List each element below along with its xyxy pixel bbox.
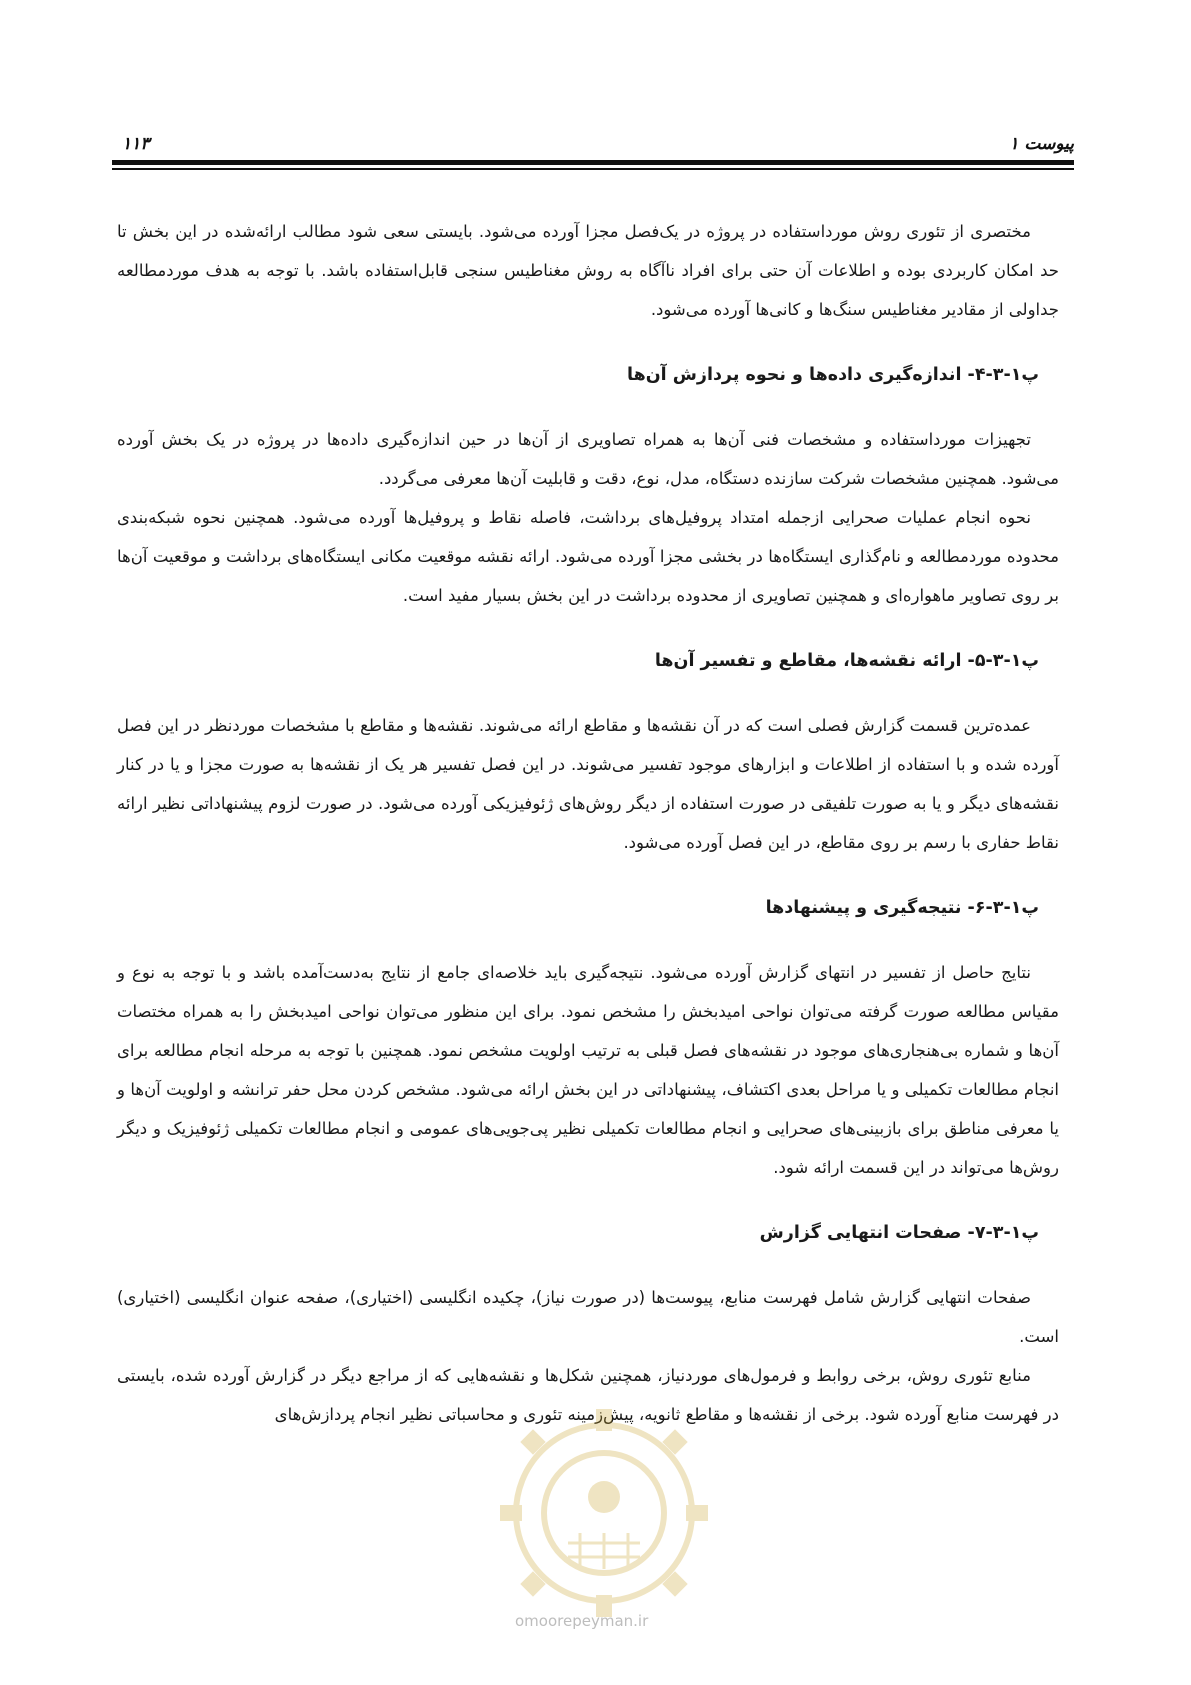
section-heading-5: پ۱-۳-۵- ارائه نقشه‌ها، مقاطع و تفسیر آن‌ها bbox=[654, 651, 1039, 671]
header-rule-thick bbox=[112, 160, 1074, 165]
body-paragraph: نتایج حاصل از تفسیر در انتهای گزارش آورده می‌شود. نتیجه‌گیری باید خلاصه‌ای جامع از نتایج به‌دست‌آمده باشد و با توجه به نوع و مقیاس مطالعه صورت گرفته می‌توان نواحی امیدبخش را مشخص نمود. برای این منظور می‌توان نواحی امیدبخش را به همراه مختصات آن‌ها و شماره بی‌هنجاری‌های موجود در نقشه‌های فصل قبلی به ترتیب اولویت مشخص نمود. همچنین با توجه به مرحله انجام مطالعه برای انجام مطالعات تکمیلی و یا مراحل بعدی اکتشاف، پیشنهاداتی در این بخش ارائه می‌شود. مشخص کردن محل حفر ترانشه و اولویت آن‌ها و یا معرفی مناطق برای بازبینی‌های صحرایی و انجام مطالعات تکمیلی نظیر پی‌جویی‌های عمومی و انجام مطالعات تکمیلی ژئوفیزیک و دیگر روش‌ها می‌تواند در این قسمت ارائه شود. bbox=[117, 963, 1059, 1177]
section-heading-6: پ۱-۳-۶- نتیجه‌گیری و پیشنهادها bbox=[765, 898, 1039, 918]
body-paragraph: صفحات انتهایی گزارش شامل فهرست منابع، پیوست‌ها (در صورت نیاز)، چکیده انگلیسی (اختیاری)، صفحه عنوان انگلیسی (اختیاری) است. bbox=[117, 1288, 1059, 1346]
header-rule-thin bbox=[112, 168, 1074, 170]
body-paragraph: نحوه انجام عملیات صحرایی ازجمله امتداد پروفیل‌های برداشت، فاصله نقاط و پروفیل‌ها آورده می‌شود. همچنین نحوه شبکه‌بندی محدوده موردمطالعه و نام‌گذاری ایستگاه‌ها در بخشی مجزا آورده می‌شود. ارائه نقشه موقعیت مکانی ایستگاه‌های برداشت و موقعیت آن‌ها بر روی تصاویر ماهواره‌ای و همچنین تصاویری از محدوده برداشت در این بخش بسیار مفید است. bbox=[117, 508, 1059, 605]
section-heading-7: پ۱-۳-۷- صفحات انتهایی گزارش bbox=[759, 1223, 1039, 1243]
body-paragraph: تجهیزات مورداستفاده و مشخصات فنی آن‌ها به همراه تصاویری از آن‌ها در حین اندازه‌گیری داده‌ها در پروژه در یک بخش آورده می‌شود. همچنین مشخصات شرکت سازنده دستگاه، مدل، نوع، دقت و قابلیت آن‌ها معرفی می‌گردد. bbox=[117, 430, 1059, 488]
page-header bbox=[112, 122, 1074, 152]
page-body bbox=[117, 212, 1059, 1434]
watermark-url: omoorepeyman.ir bbox=[515, 1612, 649, 1630]
intro-paragraph: مختصری از تئوری روش مورداستفاده در پروژه در یک‌فصل مجزا آورده می‌شود. بایستی سعی شود مطالب ارائه‌شده در این بخش تا حد امکان کاربردی بوده و اطلاعات آن حتی برای افراد ناآگاه به روش مغناطیس سنجی قابل‌استفاده باشد. با توجه به هدف موردمطالعه جداولی از مقادیر مغناطیس سنگ‌ها و کانی‌ها آورده می‌شود. bbox=[117, 222, 1059, 319]
running-title: پیوست ۱ bbox=[1009, 134, 1074, 154]
body-paragraph: عمده‌ترین قسمت گزارش فصلی است که در آن نقشه‌ها و مقاطع ارائه می‌شوند. نقشه‌ها و مقاطع با مشخصات موردنظر در این فصل آورده شده و با استفاده از اطلاعات و ابزارهای موجود تفسیر می‌شوند. در این فصل تفسیر هر یک از نقشه‌ها به صورت مجزا و یا در کنار نقشه‌های دیگر و یا به صورت تلفیقی در صورت استفاده از دیگر روش‌های ژئوفیزیکی آورده می‌شود. در صورت لزوم پیشنهاداتی نظیر ارائه نقاط حفاری با رسم بر روی مقاطع، در این فصل آورده می‌شود. bbox=[117, 716, 1059, 852]
section-heading-4: پ۱-۳-۴- اندازه‌گیری داده‌ها و نحوه پردازش آن‌ها bbox=[627, 365, 1039, 385]
body-paragraph: منابع تئوری روش، برخی روابط و فرمول‌های موردنیاز، همچنین شکل‌ها و نقشه‌هایی که از مراجع دیگر در گزارش آورده شده، بایستی در فهرست منابع آورده شود. برخی از نقشه‌ها و مقاطع ثانویه، پیش‌زمینه تئوری و محاسباتی نظیر انجام پردازش‌های bbox=[117, 1366, 1059, 1424]
page-number: ۱۱۳ bbox=[122, 134, 150, 154]
